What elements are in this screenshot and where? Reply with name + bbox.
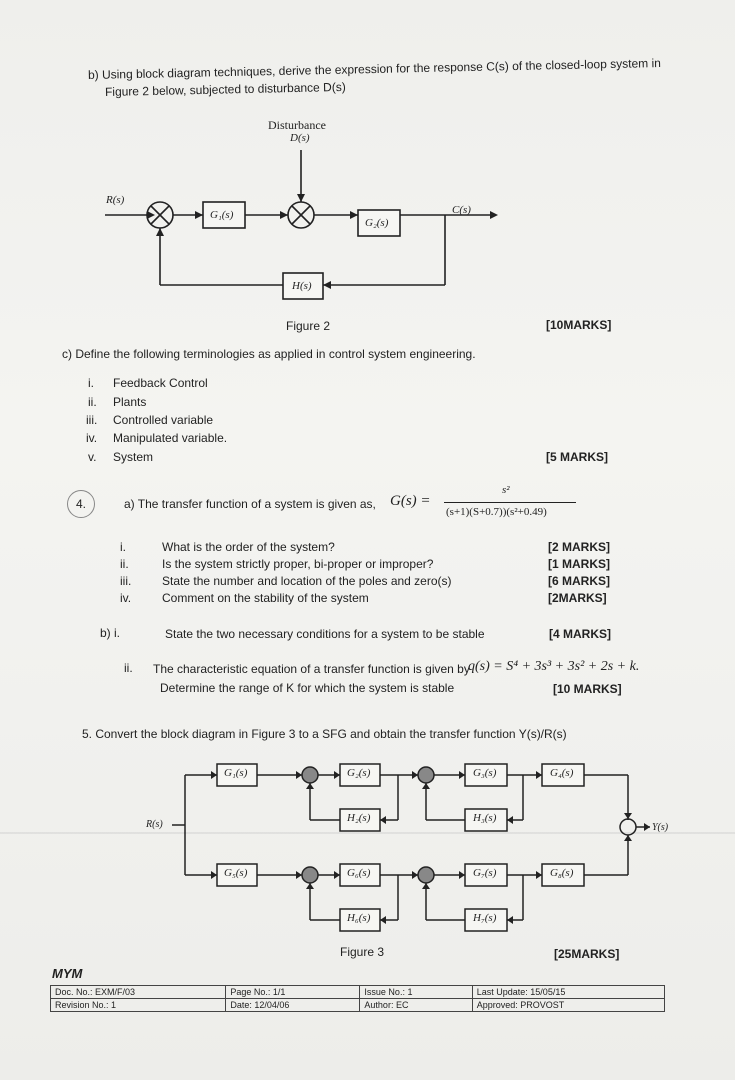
footer-table xyxy=(50,985,665,1012)
q4a-marks-4: [2MARKS] xyxy=(548,591,607,605)
q4a-marks-2: [1 MARKS] xyxy=(548,557,610,571)
fig3-g5: G₅(s) xyxy=(224,867,248,879)
figure-2-caption: Figure 2 xyxy=(286,319,331,333)
footer-date: Date: 12/04/06 xyxy=(226,999,360,1012)
figure-3-caption: Figure 3 xyxy=(340,945,385,959)
fig3-g7: G₇(s) xyxy=(473,867,497,879)
fig3-h2: H₂(s) xyxy=(347,812,371,824)
q4-number: 4. xyxy=(67,490,95,518)
disturbance-symbol: D(s) xyxy=(290,132,310,144)
page-no: Page No.: 1/1 xyxy=(226,986,360,999)
fig3-g8: G₈(s) xyxy=(550,867,574,879)
q4a-marks-3: [6 MARKS] xyxy=(548,574,610,588)
fig3-h6: H₆(s) xyxy=(347,912,371,924)
q4b-i-text: State the two necessary conditions for a system to be stable xyxy=(165,627,485,641)
q4a-item-4: Comment on the stability of the system xyxy=(162,591,369,605)
q3c-num-1: i. xyxy=(88,376,94,390)
q3c-item-5: System xyxy=(113,450,154,464)
block-g1: G₁(s) xyxy=(210,209,234,221)
q4a-item-2: Is the system strictly proper, bi-proper or improper? xyxy=(162,557,434,571)
fig3-g3: G₃(s) xyxy=(473,767,497,779)
block-g2: G₂(s) xyxy=(365,217,389,229)
tf-lhs: G(s) = xyxy=(390,493,431,509)
q4a-num-1: i. xyxy=(120,540,126,554)
tf-fraction-bar xyxy=(444,502,576,503)
block-h: H(s) xyxy=(292,280,312,292)
q4b-ii-marks: [10 MARKS] xyxy=(553,682,622,696)
q4a-num-3: iii. xyxy=(120,574,132,588)
q4b-ii-line1: The characteristic equation of a transfer function is given by xyxy=(153,662,470,676)
q4b-label: b) i. xyxy=(100,626,121,640)
q4a-marks-1: [2 MARKS] xyxy=(548,540,610,554)
footer-org: MYM xyxy=(52,966,83,981)
input-r-label: R(s) xyxy=(106,194,125,206)
fig3-output-y: Y(s) xyxy=(652,822,669,833)
q3c-heading: c) Define the following terminologies as applied in control system engineering. xyxy=(62,347,476,361)
fig3-g6: G₆(s) xyxy=(347,867,371,879)
q4b-ii-line2: Determine the range of K for which the system is stable xyxy=(160,681,455,695)
output-c-label: C(s) xyxy=(452,204,471,216)
revision-no: Revision No.: 1 xyxy=(51,999,226,1012)
q5-marks: [25MARKS] xyxy=(554,947,620,961)
footer-approved: Approved: PROVOST xyxy=(472,999,664,1012)
q3c-item-2: Plants xyxy=(113,395,147,409)
q3c-marks: [5 MARKS] xyxy=(546,450,608,464)
q3c-item-3: Controlled variable xyxy=(113,413,214,427)
q3c-num-3: iii. xyxy=(86,413,98,427)
characteristic-equation: q(s) = S⁴ + 3s³ + 3s² + 2s + k. xyxy=(468,659,640,674)
q5-text: 5. Convert the block diagram in Figure 3 to a SFG and obtain the transfer function Y(s)/R(s) xyxy=(82,727,567,741)
q3b-line1: b) Using block diagram techniques, derive the expression for the response C(s) of the closed-loop system in xyxy=(87,56,661,82)
fig3-g2: G₂(s) xyxy=(347,767,371,779)
disturbance-label: Disturbance xyxy=(268,118,326,132)
tf-denominator: (s+1)(S+0.7))(s²+0.49) xyxy=(446,506,547,518)
paper-fold-line xyxy=(0,832,735,834)
q4a-num-2: ii. xyxy=(120,557,129,571)
footer-author: Author: EC xyxy=(360,999,472,1012)
last-update: Last Update: 15/05/15 xyxy=(472,986,664,999)
q4b-ii-num: ii. xyxy=(124,661,133,675)
q3c-num-4: iv. xyxy=(86,431,98,445)
issue-no: Issue No.: 1 xyxy=(360,986,472,999)
q4a-item-1: What is the order of the system? xyxy=(162,540,335,554)
fig3-g4: G₄(s) xyxy=(550,767,574,779)
fig3-h3: H₃(s) xyxy=(473,812,497,824)
q3c-num-5: v. xyxy=(88,450,97,464)
q4a-num-4: iv. xyxy=(120,591,132,605)
q3b-marks: [10MARKS] xyxy=(546,318,612,332)
q4b-i-marks: [4 MARKS] xyxy=(549,627,611,641)
fig3-input-r: R(s) xyxy=(146,819,163,830)
q4a-text: a) The transfer function of a system is given as, xyxy=(124,497,376,511)
fig3-h7: H₇(s) xyxy=(473,912,497,924)
tf-numerator: s² xyxy=(502,484,510,496)
q3c-item-1: Feedback Control xyxy=(113,376,208,390)
figure-3-block-diagram xyxy=(140,750,700,945)
fig3-g1: G₁(s) xyxy=(224,767,248,779)
q4a-item-3: State the number and location of the poles and zero(s) xyxy=(162,574,452,588)
doc-no: Doc. No.: EXM/F/03 xyxy=(51,986,226,999)
q3b-line2: Figure 2 below, subjected to disturbance D(s) xyxy=(104,79,346,99)
q3c-num-2: ii. xyxy=(88,395,97,409)
q3c-item-4: Manipulated variable. xyxy=(113,431,228,445)
